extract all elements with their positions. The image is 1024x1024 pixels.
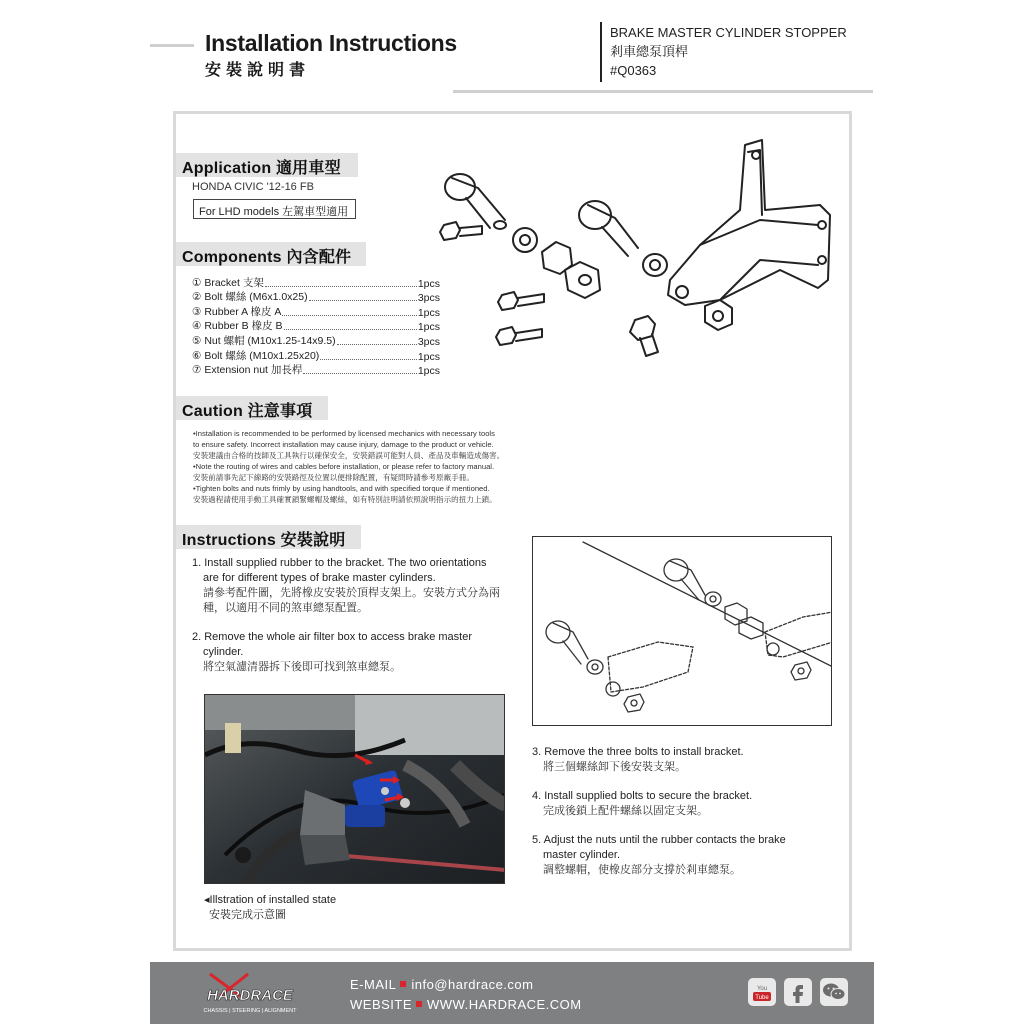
caution-line: 安裝過程請使用手動工具確實鎖緊螺帽及螺絲，如有特別註明請依照說明指示的扭力上鎖。 <box>193 495 497 504</box>
lhd-note: For LHD models 左駕車型適用 <box>193 199 356 219</box>
caution-heading: Caution 注意事項 <box>176 396 328 420</box>
email-link[interactable]: info@hardrace.com <box>411 977 534 992</box>
list-item: ⑤ Nut 螺帽 (M10x1.25-14x9.5) 3pcs <box>192 334 440 348</box>
product-name-cn: 剎車總泵頂桿 <box>610 44 689 59</box>
instruction-step-3: 3. Remove the three bolts to install bracket. 將三個螺絲卸下後安裝支架。 <box>532 746 744 773</box>
product-info <box>610 23 847 80</box>
list-item: ③ Rubber A 橡皮 A 1pcs <box>192 305 440 319</box>
contact-info <box>350 975 582 1015</box>
header-divider <box>600 22 602 82</box>
svg-text:CHASSIS | STEERING | ALIGNMENT: CHASSIS | STEERING | ALIGNMENT <box>203 1008 297 1014</box>
components-list <box>192 275 440 377</box>
svg-text:You: You <box>756 986 768 992</box>
website-link[interactable]: WWW.HARDRACE.COM <box>427 997 582 1012</box>
caution-line: •Installation is recommended to be performed by licensed mechanics with necessary tools <box>193 429 495 438</box>
components-illustration <box>430 130 840 380</box>
hardrace-logo <box>180 970 320 1016</box>
product-name: BRAKE MASTER CYLINDER STOPPER <box>610 25 847 40</box>
instruction-step-2: 2. Remove the whole air filter box to access brake master cylinder. 將空氣濾清器拆下後即可找到煞車總泵。 <box>192 631 473 673</box>
application-heading: Application 適用車型 <box>176 153 358 177</box>
list-item: ② Bolt 螺絲 (M6x1.0x25) 3pcs <box>192 291 440 305</box>
instruction-step-5: 5. Adjust the nuts until the rubber contacts the brake master cylinder. 調整螺帽，使橡皮部分支撐於剎車總泵。 <box>532 834 786 876</box>
product-code: #Q0363 <box>610 63 657 78</box>
components-heading: Components 內含配件 <box>176 242 366 266</box>
caution-line: •Tighten bolts and nuts frimly by using handtools, and with specified torque if mentioned. <box>193 484 490 493</box>
application-model: HONDA CIVIC '12-16 FB <box>192 181 314 193</box>
facebook-icon[interactable] <box>784 978 812 1006</box>
installation-diagram <box>532 536 832 726</box>
caution-text <box>193 428 558 505</box>
instruction-step-1: 1. Install supplied rubber to the bracket. The two orientations are for different types of brake master cylinders. 請參考配件圖，先將橡皮安裝於頂桿支架上。安裝方式分為兩 種，以適用不同的煞車總泵配置。 <box>192 557 500 614</box>
instructions-heading: Instructions 安裝說明 <box>176 525 361 549</box>
photo-caption: ◂Illstration of installed state 安裝完成示意圖 <box>204 894 337 921</box>
caution-line: 安裝前請事先記下線路的安裝路徑及位置以便排除配置，有疑問時請參考原廠手冊。 <box>193 473 474 482</box>
list-item: ⑦ Extension nut 加長桿 1pcs <box>192 364 440 378</box>
email-label: E-MAIL <box>350 977 397 992</box>
wechat-icon[interactable] <box>820 978 848 1006</box>
header-rule-right <box>453 90 873 93</box>
list-item: ① Bracket 支架 1pcs <box>192 276 440 290</box>
installed-state-photo <box>204 694 505 884</box>
list-item: ④ Rubber B 橡皮 B 1pcs <box>192 320 440 334</box>
instruction-steps-right <box>532 745 832 892</box>
svg-text:Tube: Tube <box>755 995 769 1001</box>
header-rule-left <box>150 44 194 47</box>
youtube-icon[interactable] <box>748 978 776 1006</box>
page-title: Installation Instructions <box>205 30 457 56</box>
instruction-steps-left <box>192 556 522 689</box>
instruction-step-4: 4. Install supplied bolts to secure the bracket. 完成後鎖上配件螺絲以固定支架。 <box>532 790 753 817</box>
footer <box>150 962 874 1024</box>
page-title-cn: 安裝說明書 <box>205 60 311 79</box>
caution-line: to ensure safety. Incorrect installation may cause injury, damage to the product or vehicle. <box>193 440 494 449</box>
caution-line: •Note the routing of wires and cables before installation, or please refer to factory manual. <box>193 462 495 471</box>
list-item: ⑥ Bolt 螺絲 (M10x1.25x20) 1pcs <box>192 349 440 363</box>
svg-text:HARDRACE: HARDRACE <box>207 987 293 1004</box>
caution-line: 安裝建議由合格的技師及工具執行以確保安全，安裝錯誤可能對人員、產品及車輛造成傷害。 <box>193 451 505 460</box>
website-label: WEBSITE <box>350 997 413 1012</box>
